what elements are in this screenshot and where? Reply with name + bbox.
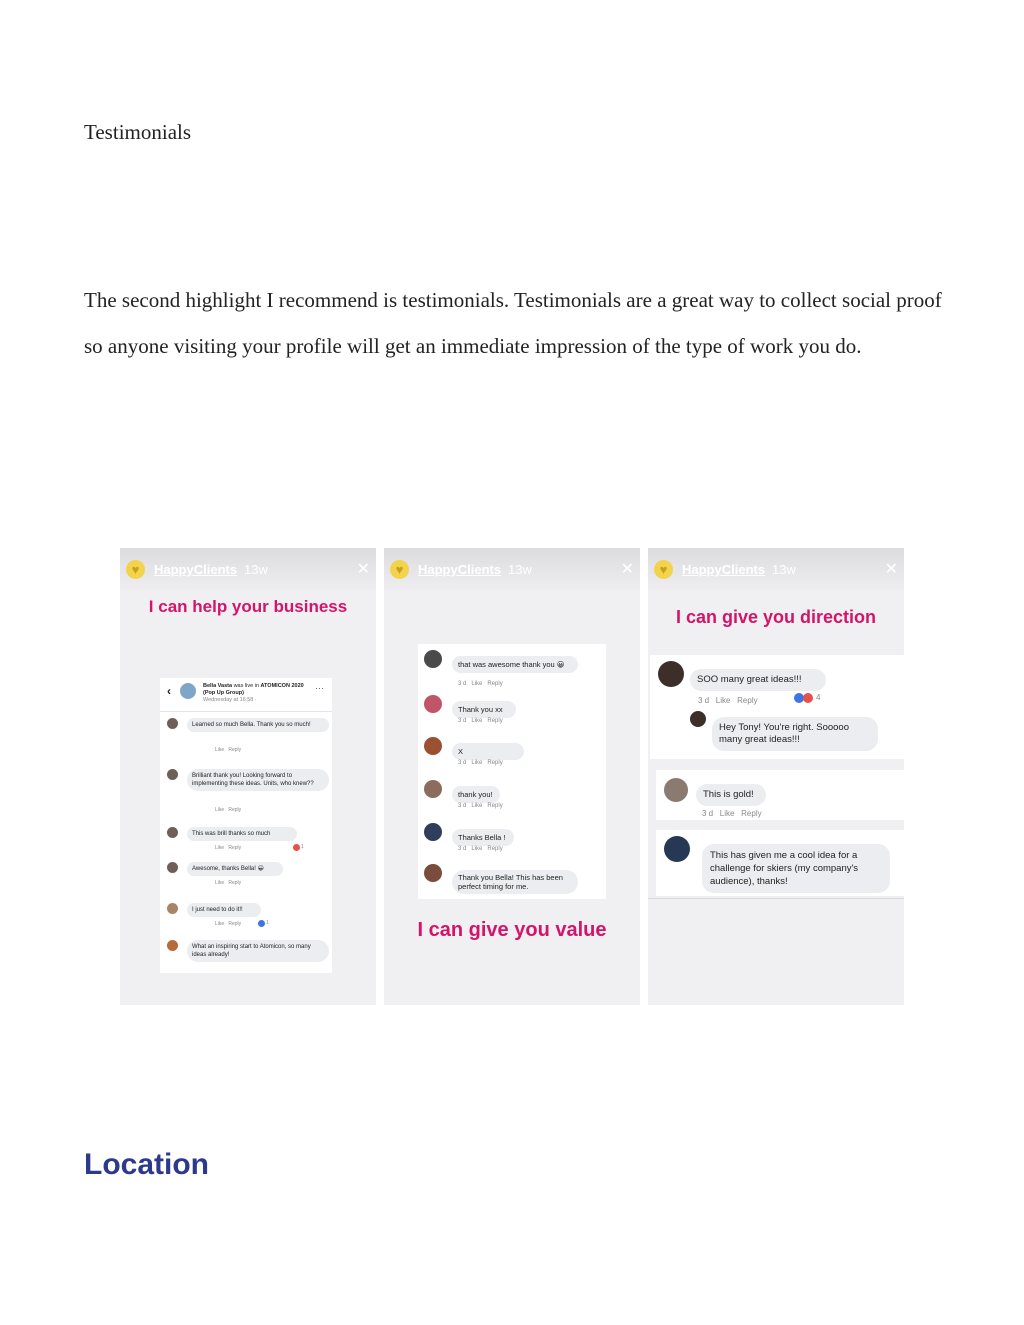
comment-text: Thank you xx <box>452 701 516 718</box>
comment-text: that was awesome thank you 😀 <box>452 656 578 673</box>
like-link[interactable]: Like <box>215 807 225 813</box>
reply-link[interactable]: Reply <box>487 760 503 766</box>
close-icon[interactable]: ✕ <box>356 561 370 578</box>
like-link[interactable]: Like <box>471 846 483 852</box>
story-panel-give-direction <box>648 548 904 1005</box>
reply-link[interactable]: Reply <box>741 809 762 818</box>
close-icon[interactable]: ✕ <box>620 561 634 578</box>
reaction-count: 4 <box>816 693 821 702</box>
body-paragraph: The second highlight I recommend is testimonials. Testimonials are a great way to collect social proof so anyone visiting your profile will get an immediate impression of the type of work you do. <box>84 288 942 358</box>
story-title: I can give you direction <box>675 607 877 627</box>
like-link[interactable]: Like <box>715 696 731 705</box>
story-title: I can give you value <box>417 919 607 941</box>
commenter-avatar <box>167 718 178 729</box>
commenter-avatar <box>424 823 442 841</box>
back-arrow-icon[interactable]: ‹ <box>167 684 171 698</box>
reply-link[interactable]: Reply <box>487 681 503 687</box>
like-link[interactable]: Like <box>215 880 225 886</box>
comments-card <box>418 644 606 899</box>
section-label-testimonials: Testimonials <box>84 120 192 144</box>
like-link[interactable]: Like <box>471 718 483 724</box>
commenter-avatar <box>424 695 442 713</box>
reply-link[interactable]: Reply <box>228 880 242 886</box>
reply-link[interactable]: Reply <box>487 803 503 809</box>
comment-text: I just need to do it!! <box>187 903 261 917</box>
comment-actions <box>702 809 762 818</box>
reply-link[interactable]: Reply <box>228 845 242 851</box>
post-header <box>203 683 315 704</box>
comment-text: Brilliant thank you! Looking forward to implementing these ideas. Units, who knew?? <box>187 769 329 791</box>
comment-text: Learned so much Bella. Thank you so much! <box>187 718 329 732</box>
commenter-avatar <box>424 864 442 882</box>
comment-time: 3 d <box>458 681 467 687</box>
commenter-avatar <box>167 769 178 780</box>
story-header <box>648 548 904 590</box>
commenter-avatar <box>167 903 178 914</box>
commenter-avatar <box>167 940 178 951</box>
story-username[interactable]: HappyClients <box>154 562 238 577</box>
facebook-post-card <box>160 678 332 973</box>
comment-time: 3 d <box>458 718 467 724</box>
comment-actions <box>215 845 241 851</box>
comment-text: thank you! <box>452 786 500 803</box>
post-live-text: was live in <box>233 683 259 689</box>
testimonials-collage <box>120 548 904 1005</box>
comments-card <box>650 655 904 759</box>
like-link[interactable]: Like <box>471 803 483 809</box>
story-username[interactable]: HappyClients <box>418 562 502 577</box>
comment-time: 3 d <box>698 696 710 705</box>
heart-avatar-icon: ♥ <box>654 560 673 579</box>
comment-text: What an inspiring start to Atomicon, so many ideas already! <box>187 940 329 962</box>
story-age: 13w <box>772 562 796 577</box>
close-icon[interactable]: ✕ <box>884 561 898 578</box>
story-panel-give-value <box>384 548 640 1005</box>
commenter-avatar <box>658 661 684 687</box>
comment-actions <box>458 846 503 852</box>
story-header <box>384 548 640 590</box>
commenter-avatar <box>664 778 688 802</box>
post-avatar <box>180 683 196 699</box>
comment-text: X <box>452 743 524 760</box>
story-header <box>120 548 376 590</box>
comment-actions <box>215 921 241 927</box>
comment-time: 3 d <box>458 760 467 766</box>
comment-actions <box>215 747 241 753</box>
commenter-avatar <box>690 711 706 727</box>
comment-time: 3 d <box>458 846 467 852</box>
comment-text: SOO many great ideas!!! <box>690 669 826 691</box>
reply-link[interactable]: Reply <box>228 921 242 927</box>
like-link[interactable]: Like <box>215 845 225 851</box>
like-link[interactable]: Like <box>471 681 483 687</box>
reply-link[interactable]: Reply <box>228 807 242 813</box>
comment-actions <box>215 807 241 813</box>
comment-text: Awesome, thanks Bella! 😀 <box>187 862 283 876</box>
reply-link[interactable]: Reply <box>737 696 758 705</box>
heart-avatar-icon: ♥ <box>390 560 409 579</box>
more-options-icon[interactable]: ··· <box>315 683 324 693</box>
comment-actions <box>698 696 758 705</box>
reply-link[interactable]: Reply <box>487 846 503 852</box>
comment-text: This has given me a cool idea for a challenge for skiers (my company's audience), thanks! <box>702 844 890 893</box>
commenter-avatar <box>167 827 178 838</box>
like-link[interactable]: Like <box>719 809 735 818</box>
comment-time: 3 d <box>702 809 714 818</box>
comment-actions <box>458 803 503 809</box>
love-reaction-icon <box>293 844 300 851</box>
heading-location: Location <box>84 1148 209 1181</box>
like-reaction-icon <box>258 920 265 927</box>
comment-actions <box>458 760 503 766</box>
commenter-avatar <box>424 650 442 668</box>
like-link[interactable]: Like <box>215 747 225 753</box>
reaction-count: 1 <box>301 844 304 850</box>
commenter-avatar <box>167 862 178 873</box>
story-panel-help-business <box>120 548 376 1005</box>
commenter-avatar <box>664 836 690 862</box>
story-username[interactable]: HappyClients <box>682 562 766 577</box>
comment-actions <box>458 718 503 724</box>
reaction-count: 1 <box>266 920 269 926</box>
like-link[interactable]: Like <box>471 760 483 766</box>
post-meta: Wednesday at 16:58 · <box>203 697 257 703</box>
comments-card <box>656 830 904 896</box>
story-age: 13w <box>508 562 532 577</box>
comment-time: 3 d <box>458 803 467 809</box>
love-reaction-icon <box>803 693 813 703</box>
comment-actions <box>215 880 241 886</box>
comment-text: Hey Tony! You're right. Sooooo many great ideas!!! <box>712 717 878 751</box>
comment-text: This is gold! <box>696 784 766 806</box>
post-event[interactable]: ATOMICON 2020 (Pop Up Group) <box>203 683 304 696</box>
reply-link[interactable]: Reply <box>228 747 242 753</box>
comment-text: This was brill thanks so much <box>187 827 297 841</box>
commenter-avatar <box>424 737 442 755</box>
commenter-avatar <box>424 780 442 798</box>
reply-link[interactable]: Reply <box>487 718 503 724</box>
story-age: 13w <box>244 562 268 577</box>
post-author[interactable]: Bella Vasta <box>203 683 233 689</box>
like-link[interactable]: Like <box>215 921 225 927</box>
comments-card <box>656 770 904 820</box>
comment-text: Thanks Bella ! <box>452 829 514 846</box>
heart-avatar-icon: ♥ <box>126 560 145 579</box>
story-title: I can help your business <box>148 597 348 616</box>
comment-actions <box>458 681 503 687</box>
comment-text: Thank you Bella! This has been perfect timing for me. <box>452 870 578 894</box>
